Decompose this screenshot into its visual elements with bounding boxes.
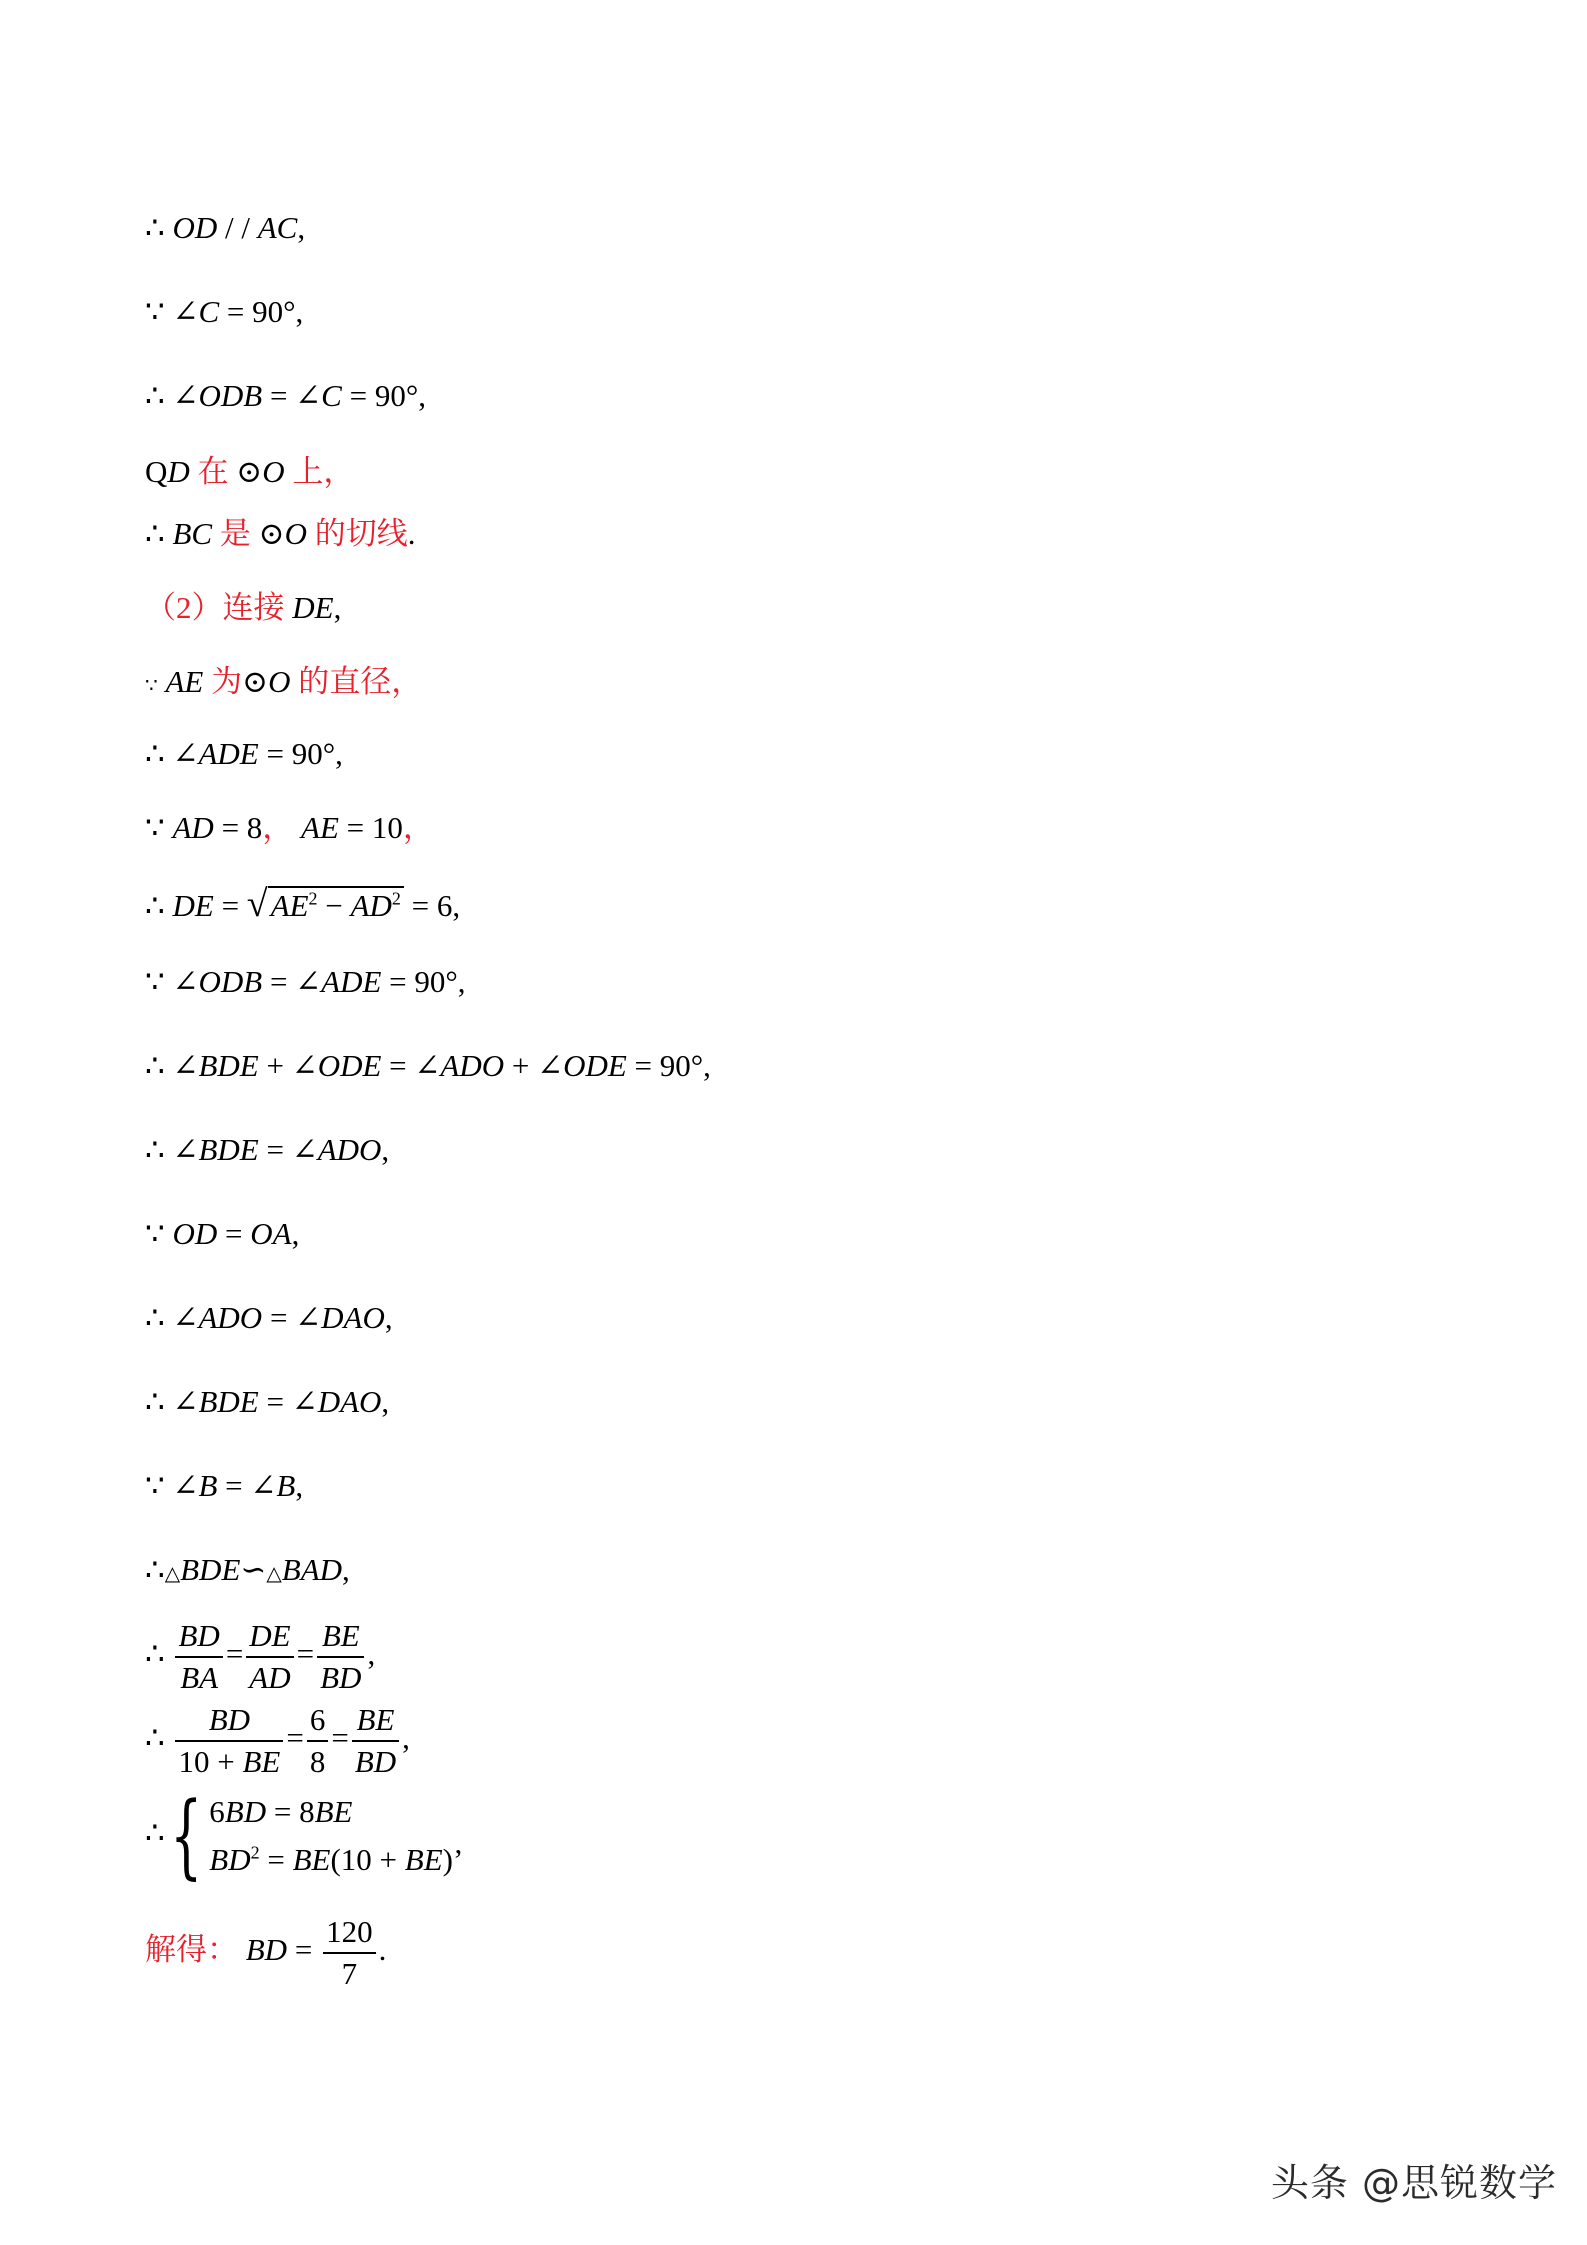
proof-line-3: ∴ ∠ODB = ∠C = 90°, [145,378,426,413]
fraction: $\frac{BD}{10 + BE}$ [175,1700,283,1782]
proof-line-13: ∴ ∠BDE = ∠ADO, [145,1132,390,1167]
proof-line-8: ∴ ∠ADE = 90°, [145,736,343,771]
proof-line-16: ∴ ∠BDE = ∠DAO, [145,1384,390,1419]
fraction: $\frac{BE}{BD}$ [317,1616,364,1698]
proof-line-17: ∵ ∠B = ∠B, [145,1468,304,1503]
left-brace: { [169,1782,203,1889]
fraction: $\frac{BD}{BA}$ [175,1616,222,1698]
proof-line-12: ∴ ∠BDE + ∠ODE = ∠ADO + ∠ODE = 90°, [145,1048,711,1083]
watermark: 头条 @思锐数学 [1270,2161,1557,2205]
proof-line-6: （2）连接 DE, [145,590,342,625]
proof-line-4: QD 在 ⊙O 上， [145,454,355,489]
proof-line-10: ∴ DE = $√AE^2 - AD^2 = 6$, [145,883,461,925]
fraction: $\frac{120}{7}$ [323,1912,376,1994]
proof-line-2: ∵ ∠C = 90°, [145,294,304,329]
fraction: $\frac{BE}{BD}$ [352,1700,399,1782]
proof-line-1: ∴ OD / / AC, [145,210,306,245]
equation-system: 6BD = 8BE $BD^2 = BE(10 + BE)$’ [209,1794,464,1877]
proof-line-19: ∴ $\frac{BD}{BA}$ = $\frac{DE}{AD}$ = $\frac{BE}{BD}$ , [145,1616,375,1698]
fraction: $\frac{6}{8}$ [307,1700,329,1782]
proof-line-11: ∵ ∠ODB = ∠ADE = 90°, [145,964,466,999]
proof-line-21: ∴{ 6BD = 8BE $BD^2 = BE(10 + BE)$’ [145,1782,464,1889]
fraction: $\frac{DE}{AD}$ [246,1616,293,1698]
proof-line-7: ∵ AE 为⊙O 的直径， [145,664,423,699]
proof-line-18: ∴△BDE∽△BAD, [145,1552,350,1587]
proof-line-20: ∴ $\frac{BD}{10 + BE}$ = $\frac{6}{8}$ = $\frac{BE}{BD}$ , [145,1700,410,1782]
proof-line-14: ∵ OD = OA, [145,1216,300,1251]
proof-line-5: ∴ BC 是 ⊙O 的切线. [145,516,416,551]
proof-line-15: ∴ ∠ADO = ∠DAO, [145,1300,393,1335]
proof-line-9: ∵ AD = 8， AE = 10， [145,810,434,845]
proof-line-22: 解得： BD = $\frac{120}{7}$ . [145,1912,386,1994]
